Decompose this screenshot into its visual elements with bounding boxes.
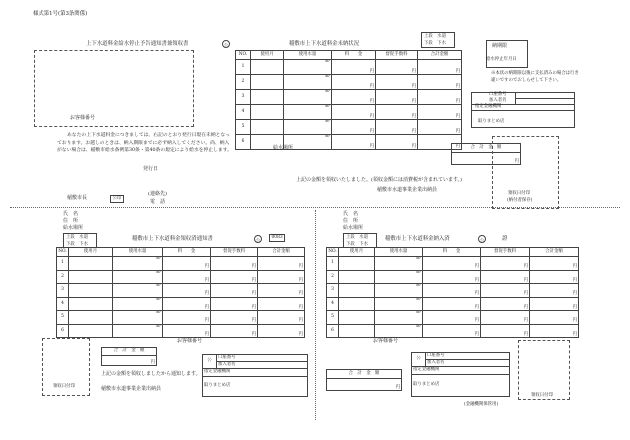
table-row: 2 m³ 円 円 円: [57, 270, 305, 284]
bl-code: 0083: [269, 234, 285, 242]
water-sewer-tag: [421, 32, 455, 48]
bl-bank-2: 加入者名: [217, 362, 308, 369]
br-title: 稲敷市上下水道料金納入済: [385, 236, 450, 242]
bl-total-label: 合 計 金 額: [102, 348, 157, 356]
br-tag-upper: 上段 水道: [346, 235, 368, 240]
cut-line-vertical: [315, 210, 316, 420]
br-col-volume: 使用水量: [375, 248, 423, 257]
bl-tag: [63, 233, 97, 248]
bl-received-note: 上記の金額を領収しましたから通知します。: [101, 371, 201, 377]
form-id: 様式第1号(第3条関係): [33, 11, 88, 17]
bl-customer-number: お客様番号: [177, 338, 203, 344]
status-table-title: 稲敷市上下水道料金未納状況: [289, 41, 360, 47]
br-col-month: 使用月: [339, 248, 375, 257]
br-tag: [343, 233, 377, 248]
stamp-sub: (納付者保存): [507, 198, 533, 203]
bl-col-fee: 督促手数料: [211, 248, 258, 257]
notice-text: あなたの上下水道料金につきましては、右記のとおり発行日現在未納となっております。お越しのときは、納入期限までに必ず納入してください。尚、納入がない場合は、稲敷市給水条例第30条・第40条の規定により給水を停止します。: [57, 133, 232, 154]
table-row: 3 m³ 円 円 円: [57, 284, 305, 298]
bl-col-total: 合計金額: [258, 248, 305, 257]
br-stamp-area: [518, 340, 570, 400]
bl-table: [56, 247, 305, 338]
bl-stamp-label: 領収日付印: [53, 384, 75, 389]
br-col-charge: 料 金: [423, 248, 481, 257]
table-row: 5 m³ 円 円 円: [327, 311, 579, 325]
br-total-box: [326, 369, 402, 391]
table-row: 4 m³ 円 円 円: [327, 297, 579, 311]
address-window: [34, 50, 194, 127]
stamp-label: 領収日付印: [508, 191, 530, 196]
table-row: 3 m³ 円 円 円: [236, 90, 462, 105]
table-row: 5 m³ 円 円 円: [236, 120, 462, 135]
table-row: 6 m³ 円 円 円: [327, 324, 579, 338]
table-row: 4 m³ 円 円 円: [57, 297, 305, 311]
br-suffix: 證: [502, 236, 508, 242]
bl-col-month: 使用月: [69, 248, 113, 257]
br-bank-4: 取りまとめ店: [412, 375, 510, 397]
bank-account-label: 口座番号: [489, 92, 507, 97]
br-bank-1: 口座番号: [426, 353, 510, 360]
br-tag-lower: 下段 下水: [346, 241, 368, 247]
br-bank-2: 加入者名: [426, 360, 510, 367]
bl-title: 稲敷市上下水道料金領収済通知書: [132, 236, 213, 242]
br-footer: (金融機関保管用): [464, 402, 499, 407]
table-row: 2 m³ 円 円 円: [236, 75, 462, 90]
bl-col-charge: 料 金: [163, 248, 211, 257]
table-row: 6 m³ 円 円 円: [57, 324, 305, 338]
table-row: 1 m³ 円 円 円: [236, 60, 462, 75]
br-table: [326, 247, 579, 338]
customer-number-label: お客様番号: [70, 115, 96, 121]
receipt-title: 上下水道料金給水停止予告通知書兼領収書: [86, 41, 189, 47]
mayor-label: 稲敷市長: [67, 195, 88, 201]
col-total: 合計金額: [418, 51, 462, 60]
contact-label: (連絡先): [148, 191, 167, 197]
bank-holder-label: 加入者名: [489, 98, 507, 103]
bl-total-box: [101, 347, 157, 366]
br-customer-number: お客様番号: [373, 338, 399, 344]
tag-lower: 下段 下水: [424, 41, 446, 46]
received-confirm: 上記の金額を領収いたしました。(領収金額には消費税が含まれています。): [296, 177, 463, 183]
bl-name-label: 氏 名: [63, 211, 79, 217]
table-row: 4 m³ 円 円 円: [236, 105, 462, 120]
br-bank-box: 公 口座番号 加入者名 指定金融機関 取りまとめ店: [411, 352, 510, 397]
br-name-label: 氏 名: [343, 211, 359, 217]
bank-branch-label: 取りまとめ店: [478, 119, 505, 124]
tag-upper: 上段 水道: [424, 34, 446, 39]
table-row: 1 m³ 円 円 円: [57, 257, 305, 271]
bl-supply-label: 給水場所: [63, 225, 84, 231]
bl-bank-3: 指定金融機関: [203, 369, 308, 377]
br-total-label: 合 計 金 額: [327, 370, 402, 379]
br-supply-label: 給水場所: [343, 225, 364, 231]
br-col-total: 合計金額: [530, 248, 579, 257]
cut-line: [10, 207, 620, 208]
br-stamp-label: 領収日付印: [531, 393, 553, 398]
bl-seal-icon: 公: [256, 237, 260, 242]
br-col-fee: 督促手数料: [481, 248, 530, 257]
bl-col-no: NO.: [57, 248, 69, 257]
col-charge: 料 金: [332, 51, 376, 60]
bl-bank-box: 公 口座番号 加入者名 指定金融機関 取りまとめ店: [202, 354, 308, 397]
table-row: 5 m³ 円 円 円: [57, 311, 305, 325]
supply-location-label: 給水場所: [273, 145, 294, 151]
table-row: 6 m³ 円 円 円: [236, 135, 462, 150]
bl-tag-upper: 上段 水道: [66, 235, 88, 240]
br-bank-3: 指定金融機関: [412, 367, 510, 375]
col-month: 使用月: [251, 51, 284, 60]
stop-date-label: 給水停止年月日: [486, 57, 517, 62]
deadline-label: 納期限: [492, 43, 508, 49]
total-label: 合 計 金 額: [452, 144, 521, 153]
table-row: 2 m³ 円 円 円: [327, 270, 579, 284]
status-table: [235, 50, 462, 150]
bl-total-unit: 円: [102, 356, 157, 366]
phone-label: 電 話: [150, 199, 166, 205]
col-volume: 使用水量: [284, 51, 332, 60]
col-fee: 督促手数料: [376, 51, 418, 60]
table-row: 3 m³ 円 円 円: [327, 284, 579, 298]
issue-date-label: 発行日: [143, 166, 159, 172]
br-seal-icon: 公: [480, 237, 484, 242]
issuer-label: 稲敷市水道事業企業出納員: [377, 187, 438, 193]
bl-tag-lower: 下段 下水: [66, 241, 88, 247]
bl-address-label: 住 所: [63, 218, 79, 224]
bl-bank-4: 取りまとめ店: [203, 377, 308, 397]
seal-mark-icon: 公: [224, 42, 228, 47]
bl-bank-1: 口座番号: [217, 355, 308, 362]
bank-institution-label: 指定金融機関: [475, 104, 502, 109]
bl-issuer: 稲敷市水道事業企業出納員: [101, 386, 162, 392]
br-col-no: NO.: [327, 248, 339, 257]
bl-col-volume: 使用水量: [113, 248, 163, 257]
br-address-label: 住 所: [343, 218, 359, 224]
table-row: 1 m³ 円 円 円: [327, 257, 579, 271]
official-seal: 公印: [110, 195, 124, 203]
col-no: NO.: [236, 51, 251, 60]
br-total-unit: 円: [327, 379, 402, 391]
deadline-note: ※本状の納期限以後に支払済みの場合は行き違いですのでおしらせして下さい。: [491, 71, 579, 83]
total-unit: 円: [452, 153, 521, 165]
